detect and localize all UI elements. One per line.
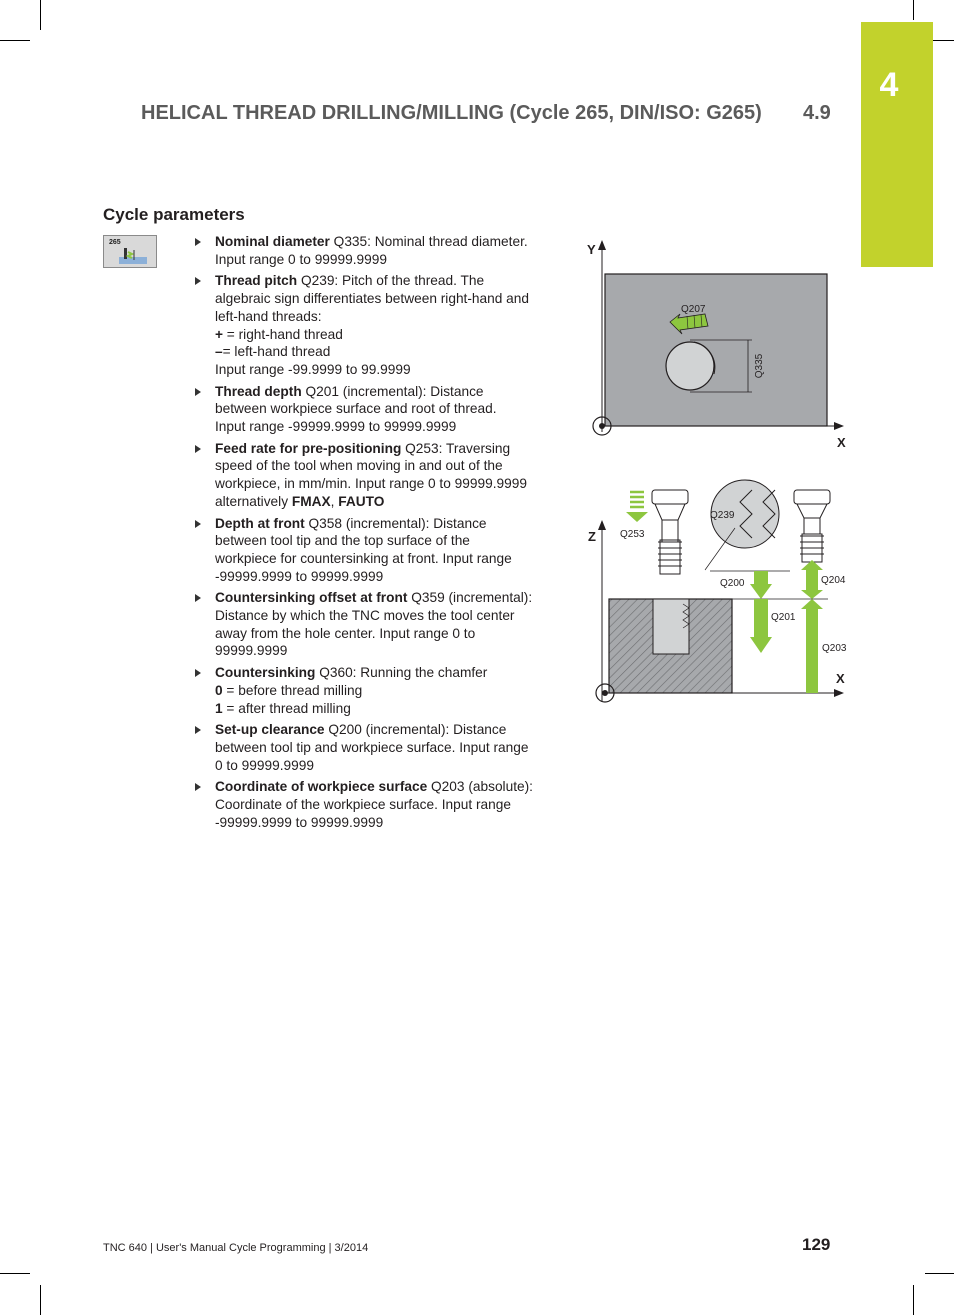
- label-q335: Q335: [754, 353, 765, 379]
- param-line: Input range -99.9999 to 99.9999: [215, 361, 411, 377]
- param-q335: [193, 233, 561, 268]
- param-name: Nominal diameter: [215, 234, 330, 249]
- param-line: Coordinate of the workpiece surface. Input range: [215, 797, 511, 813]
- bullet-arrow-icon: [195, 783, 201, 791]
- param-desc: Q358 (incremental): Distance: [308, 515, 487, 531]
- param-line: Input range 0 to 99999.9999: [215, 251, 388, 267]
- parameter-list: [193, 233, 561, 836]
- z-axis-arrow-icon: [598, 520, 606, 530]
- param-desc: Q359 (incremental):: [411, 590, 533, 606]
- option-key: 1: [215, 700, 223, 716]
- chapter-tab: [861, 22, 933, 267]
- param-line: -99999.9999 to 99999.9999: [215, 568, 384, 584]
- fmax-keyword: FMAX: [291, 493, 331, 509]
- tool-thread-mill-right: [794, 490, 830, 562]
- tool-thread-mill-left: [652, 490, 688, 574]
- crop-mark: [913, 1285, 914, 1315]
- bullet-arrow-icon: [195, 277, 201, 285]
- diagram-bottom-xz: [588, 480, 847, 702]
- x-axis-bottom-arrow-icon: [834, 689, 844, 697]
- option-key: 0: [215, 682, 223, 698]
- dimension-arrow-q204-q203: [801, 560, 823, 693]
- param-line: algebraic sign differentiates between right-hand and: [215, 291, 530, 307]
- option-text: = before thread milling: [222, 682, 363, 698]
- axis-label-z: Z: [588, 529, 596, 544]
- bullet-arrow-icon: [195, 520, 201, 528]
- param-desc: Q201 (incremental): Distance: [305, 383, 484, 399]
- crop-mark: [0, 40, 30, 41]
- param-q253: [193, 440, 561, 511]
- bullet-arrow-icon: [195, 445, 201, 453]
- x-axis-arrow-icon: [834, 422, 844, 430]
- param-q359: [193, 589, 561, 660]
- param-desc: Q253: Traversing: [405, 440, 511, 456]
- crop-mark: [0, 1273, 30, 1274]
- param-name: Thread pitch: [215, 273, 298, 289]
- param-desc: Q203 (absolute):: [431, 779, 533, 795]
- param-alt-prefix: alternatively: [215, 493, 292, 509]
- option-key: +: [215, 326, 223, 342]
- crop-mark: [913, 0, 914, 20]
- bullet-arrow-icon: [195, 238, 201, 246]
- bullet-arrow-icon: [195, 726, 201, 734]
- section-title: Cycle parameters: [103, 205, 245, 224]
- param-name: Depth at front: [215, 515, 305, 531]
- param-line: 99999.9999: [215, 643, 288, 659]
- option-key: –: [215, 344, 223, 360]
- param-line: between tool tip and workpiece surface. Input range: [215, 739, 529, 755]
- param-line: between tool tip and the top surface of the: [215, 533, 470, 549]
- dimension-arrow-q200-q201: [750, 571, 772, 653]
- param-name: Countersinking offset at front: [215, 590, 408, 606]
- label-q203: Q203: [822, 643, 847, 654]
- param-q200: [193, 721, 561, 774]
- param-line: between workpiece surface and root of thread.: [215, 401, 497, 417]
- feed-arrow-q253-icon: [626, 492, 648, 522]
- param-name: Thread depth: [215, 383, 302, 399]
- param-q239: [193, 272, 561, 378]
- page-header-title: HELICAL THREAD DRILLING/MILLING (Cycle 265, DIN/ISO: G265): [141, 102, 762, 124]
- thread-hole-section: [653, 599, 689, 654]
- option-text: = right-hand thread: [223, 326, 343, 342]
- page-number: 129: [802, 1235, 831, 1254]
- workpiece-plate: [605, 274, 827, 426]
- bullet-arrow-icon: [195, 594, 201, 602]
- param-line: speed of the tool when moving in and out of the: [215, 458, 503, 474]
- param-line: Input range -99999.9999 to 99999.9999: [215, 419, 457, 435]
- cycle-265-softkey-icon: [103, 235, 157, 268]
- label-q200: Q200: [720, 578, 745, 589]
- param-desc: Q360: Running the chamfer: [319, 665, 488, 681]
- param-line: away from the hole center. Input range 0 to: [215, 625, 476, 641]
- axis-label-y: Y: [587, 242, 596, 257]
- axis-label-x: X: [837, 435, 846, 450]
- fauto-keyword: FAUTO: [338, 493, 385, 509]
- bullet-arrow-icon: [195, 388, 201, 396]
- label-q239: Q239: [710, 510, 735, 521]
- param-q358: [193, 515, 561, 586]
- param-name: Set-up clearance: [215, 722, 325, 738]
- param-alt-sep: ,: [330, 493, 339, 509]
- param-q203: [193, 778, 561, 831]
- param-desc: Q335: Nominal thread diameter.: [333, 234, 528, 249]
- param-line: workpiece for countersinking at front. Input range: [215, 550, 512, 566]
- thread-milling-icon: [119, 248, 147, 264]
- axis-label-x-bottom: X: [836, 671, 845, 686]
- cycle-icon-label: 265: [109, 239, 121, 246]
- option-text: = after thread milling: [222, 700, 351, 716]
- param-line: 0 to 99999.9999: [215, 757, 314, 773]
- bullet-arrow-icon: [195, 669, 201, 677]
- crop-mark: [925, 1273, 954, 1274]
- pitch-detail-callout: [705, 480, 779, 570]
- chapter-number: 4: [879, 66, 899, 104]
- param-name: Coordinate of workpiece surface: [215, 779, 428, 795]
- param-q201: [193, 383, 561, 436]
- option-text: = left-hand thread: [222, 344, 331, 360]
- diagram-top-xy: [587, 240, 846, 450]
- label-q207: Q207: [681, 304, 706, 315]
- label-q201: Q201: [771, 612, 796, 623]
- param-desc: Q239: Pitch of the thread. The: [300, 273, 485, 289]
- label-q253: Q253: [620, 529, 645, 540]
- cycle-diagrams: [580, 232, 870, 722]
- page-header-section: 4.9: [803, 102, 831, 124]
- param-q360: [193, 664, 561, 717]
- param-name: Countersinking: [215, 665, 316, 681]
- label-q204: Q204: [821, 575, 846, 586]
- param-line: workpiece, in mm/min. Input range 0 to 99999.9999: [215, 476, 527, 492]
- footer-text: TNC 640 | User's Manual Cycle Programming | 3/2014: [103, 1242, 369, 1254]
- crop-mark: [40, 0, 41, 30]
- param-name: Feed rate for pre-positioning: [215, 440, 402, 456]
- crop-mark: [40, 1285, 41, 1315]
- param-line: -99999.9999 to 99999.9999: [215, 814, 384, 830]
- param-line: left-hand threads:: [215, 308, 322, 324]
- y-axis-arrow-icon: [598, 240, 606, 250]
- param-desc: Q200 (incremental): Distance: [328, 722, 507, 738]
- param-line: Distance by which the TNC moves the tool center: [215, 608, 515, 624]
